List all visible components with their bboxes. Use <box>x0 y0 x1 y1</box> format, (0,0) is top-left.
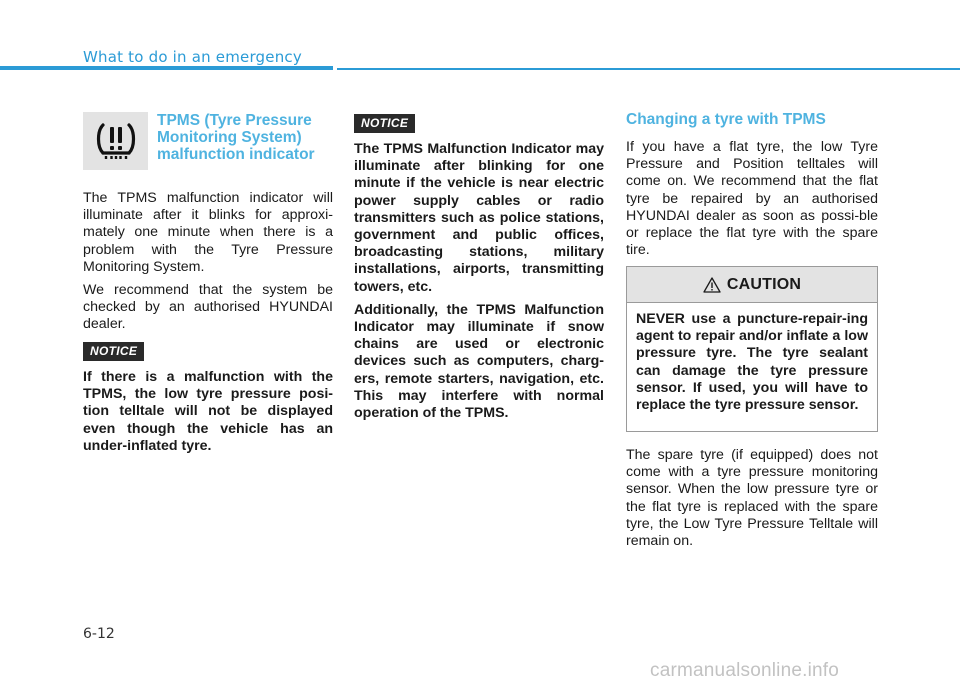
notice-paragraph: The TPMS Malfunction Indicator may illuminate after blinking for one minute if the vehicle is near electric power supply cables or radio transmitters such as police stations, government and public offices, broadcasting stations, military installations, airports, transmitting towers, etc. <box>354 141 604 295</box>
changing-tyre-intro <box>626 139 878 259</box>
outro-paragraph: The spare tyre (if equipped) does not come with a tyre pressure monitoring sensor. When the low pressure tyre or the flat tyre is replaced with the spare tyre, the Low Tyre Pressure Telltale will remain on. <box>626 447 878 550</box>
notice-badge: NOTICE <box>83 342 144 361</box>
changing-tyre-outro <box>626 447 878 550</box>
caution-title: CAUTION <box>726 275 802 293</box>
caution-header <box>627 267 877 303</box>
middle-notice-body <box>354 141 604 428</box>
notice-paragraph: Additionally, the TPMS Malfunction Indicator may illuminate if snow chains are used or electronic devices such as computers, charg-ers, remote starters, navigation, etc. This may interfere with normal operation of the TPMS. <box>354 301 604 422</box>
notice-badge: NOTICE <box>354 114 415 133</box>
warning-triangle-icon <box>703 277 721 293</box>
caution-box <box>626 266 878 432</box>
header-rule-thin <box>337 68 960 70</box>
tpms-section-body <box>83 190 333 340</box>
caution-body <box>627 303 877 414</box>
section-header-title: What to do in an emergency <box>83 48 302 66</box>
notice-text: If there is a malfunction with the TPMS, the low tyre pressure posi-tion telltale will not be displayed even though the vehicle has an under-inflated tyre. <box>83 369 333 454</box>
header-rule-thick <box>0 66 333 70</box>
changing-tyre-title: Changing a tyre with TPMS <box>626 111 826 128</box>
caution-text: NEVER use a puncture-repair-ing agent to repair and/or inflate a low pressure tyre. The tyre sealant can damage the tyre pressure sensor. If used, you will have to replace the tyre pressure sensor. <box>636 311 868 414</box>
tpms-paragraph: We recommend that the system be checked by an authorised HYUNDAI dealer. <box>83 282 333 333</box>
tpms-warning-icon <box>83 112 148 170</box>
tpms-paragraph: The TPMS malfunction indicator will illuminate after it blinks for approxi-mately one minute when there is a problem with the Tyre Pressure Monitoring System. <box>83 190 333 275</box>
watermark: carmanualsonline.info <box>650 660 840 681</box>
intro-paragraph: If you have a flat tyre, the low Tyre Pressure and Position telltales will come on. We recommend that the flat tyre be repaired by an authorised HYUNDAI dealer as soon as possi-ble or replace the flat tyre with the spare tire. <box>626 139 878 259</box>
tpms-section-title: TPMS (Tyre Pressure Monitoring System) malfunction indicator <box>157 112 315 163</box>
tpms-notice-body <box>83 369 333 455</box>
page-number: 6-12 <box>83 626 115 642</box>
